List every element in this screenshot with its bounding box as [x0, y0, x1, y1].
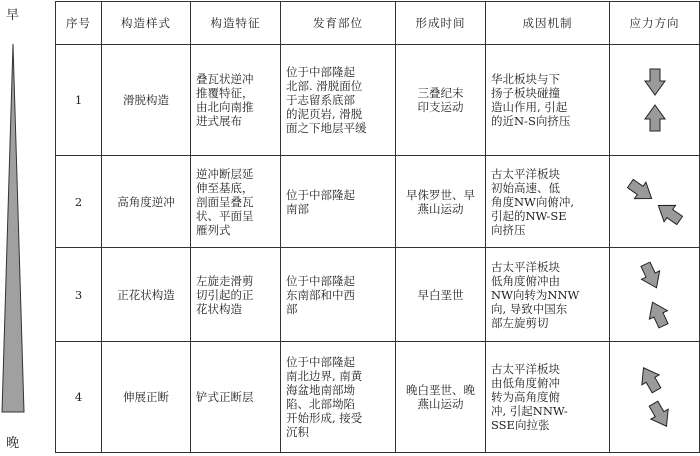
row-feature-text: 铲式正断层: [196, 390, 254, 404]
row-stress: [610, 248, 700, 342]
row-no: 4: [56, 342, 102, 453]
row-time-text: 早白垩世: [417, 287, 464, 302]
row-location-text: 位于中部隆起 南北边界, 南黄 海盆地南部坳 陷、北部坳陷 开始形成, 接受 沉积: [286, 355, 363, 439]
row-mechanism: [486, 156, 610, 248]
table-row: [56, 45, 700, 156]
row-time: [396, 248, 486, 342]
header-row: [56, 2, 700, 45]
row-mechanism-text: 古太平洋板块 低角度俯冲由 NW向转为NNW 向, 导致中国东 部左旋剪切: [491, 259, 580, 330]
row-location-text: 位于中部隆起 南部: [286, 187, 355, 216]
header-mechanism: 成因机制: [486, 2, 610, 45]
row-location-text: 位于中部隆起 东南部和中西 部: [286, 273, 355, 316]
row-no: 2: [56, 156, 102, 248]
table-row: [56, 248, 700, 342]
row-location: [281, 156, 396, 248]
row-no: 1: [56, 45, 102, 156]
header-no: 序号: [56, 2, 102, 45]
row-time: [396, 45, 486, 156]
structure-table: [55, 1, 700, 453]
row-location: [281, 248, 396, 342]
row-location: [281, 342, 396, 453]
stress-ns-convergent-icon: [635, 65, 675, 135]
row-mechanism: [486, 342, 610, 453]
row-time-text: 早侏罗世、早 燕山运动: [406, 187, 475, 216]
row-style: 滑脱构造: [102, 45, 191, 156]
stress-nnw-sse-extension-icon: [633, 362, 677, 432]
stress-left-lateral-shear-icon: [633, 260, 677, 330]
header-feature: 构造特征: [191, 2, 281, 45]
row-stress: [610, 342, 700, 453]
row-stress: [610, 45, 700, 156]
row-time: [396, 156, 486, 248]
row-stress: [610, 156, 700, 248]
row-feature: [191, 248, 281, 342]
row-mechanism-text: 华北板块与下 扬子板块碰撞 造山作用, 引起 的近N-S向挤压: [491, 72, 571, 128]
timeline-early-label: 早: [6, 8, 20, 23]
row-style: 正花状构造: [102, 248, 191, 342]
row-feature: [191, 156, 281, 248]
header-location: 发育部位: [281, 2, 396, 45]
row-feature: [191, 342, 281, 453]
row-time-text: 晚白垩世、晚 燕山运动: [406, 383, 475, 411]
row-time-text: 三叠纪末 印支运动: [417, 86, 464, 114]
row-location: [281, 45, 396, 156]
timeline-wedge-icon: [0, 0, 52, 456]
header-time: 形成时间: [396, 2, 486, 45]
row-feature: [191, 45, 281, 156]
table-row: [56, 342, 700, 453]
row-mechanism: [486, 248, 610, 342]
stress-nw-se-convergent-icon: [623, 177, 687, 227]
row-feature-text: 左旋走滑剪 切引起的正 花状构造: [196, 273, 254, 316]
row-time: [396, 342, 486, 453]
row-mechanism-text: 古太平洋板块 初始高速、低 角度NW向俯冲, 引起的NW-SE 向挤压: [491, 166, 575, 237]
header-stress: 应力方向: [610, 2, 700, 45]
row-mechanism: [486, 45, 610, 156]
header-style: 构造样式: [102, 2, 191, 45]
row-feature-text: 逆冲断层延 伸至基底， 剖面呈叠瓦 状、平面呈 雁列式: [196, 166, 254, 237]
row-location-text: 位于中部隆起 北部. 滑脱面位 于志留系底部 的泥页岩, 滑脱 面之下地层平缓: [286, 65, 367, 135]
timeline: [0, 0, 52, 456]
row-style: 高角度逆冲: [102, 156, 191, 248]
timeline-late-label: 晚: [6, 436, 20, 451]
row-style: 伸展正断: [102, 342, 191, 453]
row-mechanism-text: 古太平洋板块 由低角度俯冲 转为高角度俯 冲, 引起NNW- SSE向拉张: [491, 362, 568, 432]
row-feature-text: 叠瓦状逆冲 推覆特征， 由北向南推 进式展布: [196, 72, 254, 128]
table-row: [56, 156, 700, 248]
row-no: 3: [56, 248, 102, 342]
